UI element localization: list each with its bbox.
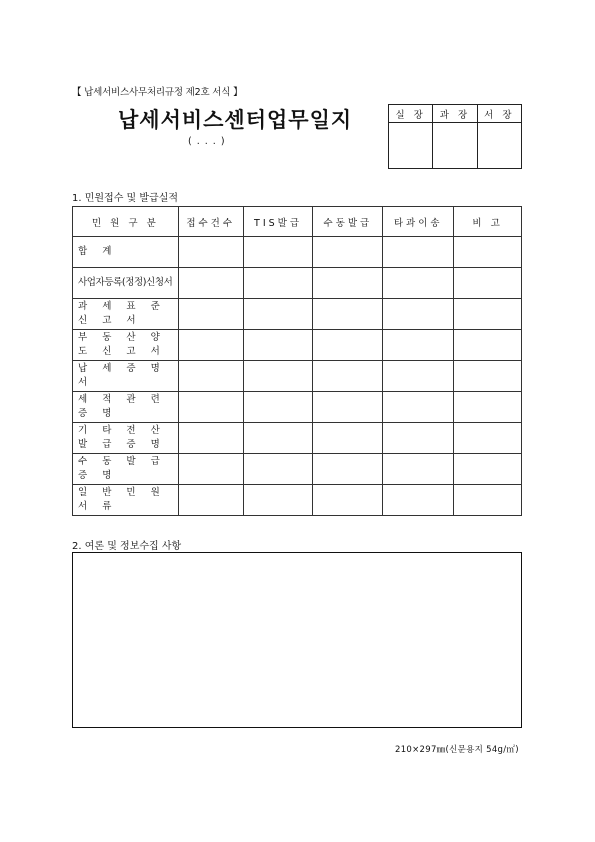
section1-heading: 1. 민원접수 및 발급실적 <box>72 193 179 204</box>
table-cell[interactable] <box>178 237 243 268</box>
approval-sign-director[interactable] <box>477 123 521 169</box>
row-label: 수 동 발 급 증 명 <box>73 454 179 485</box>
row-label: 기 타 전 산 발 급 증 명 <box>73 423 179 454</box>
table-row <box>73 268 522 299</box>
table-cell[interactable] <box>243 454 313 485</box>
column-header: 비 고 <box>454 207 522 237</box>
table-cell[interactable] <box>313 330 383 361</box>
table-cell[interactable] <box>383 361 454 392</box>
table-cell[interactable] <box>243 237 313 268</box>
table-cell[interactable] <box>313 392 383 423</box>
column-header: 민 원 구 분 <box>73 207 179 237</box>
row-label: 사업자등록(정정)신청서 <box>73 268 179 299</box>
approval-header-section: 과 장 <box>433 105 477 123</box>
paper-spec-footer: 210×297㎜(신문용지 54g/㎡) <box>395 745 519 755</box>
table-cell[interactable] <box>454 237 522 268</box>
table-cell[interactable] <box>178 299 243 330</box>
table-cell[interactable] <box>243 361 313 392</box>
table-cell[interactable] <box>178 454 243 485</box>
approval-sign-chief[interactable] <box>389 123 433 169</box>
table-cell[interactable] <box>383 392 454 423</box>
table-cell[interactable] <box>313 237 383 268</box>
table-row <box>73 485 522 516</box>
table-cell[interactable] <box>178 361 243 392</box>
table-header-row <box>73 207 522 237</box>
table-row <box>73 361 522 392</box>
table-cell[interactable] <box>178 392 243 423</box>
row-label: 부 동 산 양 도 신 고 서 <box>73 330 179 361</box>
table-row <box>73 299 522 330</box>
table-cell[interactable] <box>383 330 454 361</box>
table-cell[interactable] <box>243 485 313 516</box>
row-label: 합 계 <box>73 237 179 268</box>
row-label: 세 적 관 련 증 명 <box>73 392 179 423</box>
table-row <box>73 237 522 268</box>
table-cell[interactable] <box>178 423 243 454</box>
table-cell[interactable] <box>313 485 383 516</box>
table-cell[interactable] <box>383 237 454 268</box>
row-label: 과 세 표 준 신 고 서 <box>73 299 179 330</box>
approval-table <box>388 104 522 169</box>
table-cell[interactable] <box>243 299 313 330</box>
table-row <box>73 330 522 361</box>
date-line: ( . . . ) <box>188 136 226 147</box>
table-cell[interactable] <box>313 454 383 485</box>
table-cell[interactable] <box>313 268 383 299</box>
row-label: 일 반 민 원 서 류 <box>73 485 179 516</box>
table-cell[interactable] <box>313 299 383 330</box>
table-cell[interactable] <box>454 361 522 392</box>
table-cell[interactable] <box>383 423 454 454</box>
table-row <box>73 423 522 454</box>
form-identifier: 【 납세서비스사무처리규정 제2호 서식 】 <box>72 87 243 98</box>
section2-heading: 2. 여론 및 정보수집 사항 <box>72 541 182 552</box>
column-header: 접수건수 <box>178 207 243 237</box>
table-cell[interactable] <box>243 423 313 454</box>
table-cell[interactable] <box>383 485 454 516</box>
table-cell[interactable] <box>383 299 454 330</box>
table-cell[interactable] <box>243 330 313 361</box>
table-cell[interactable] <box>454 423 522 454</box>
table-row <box>73 392 522 423</box>
table-cell[interactable] <box>454 454 522 485</box>
column-header: 타과이송 <box>383 207 454 237</box>
table-cell[interactable] <box>383 268 454 299</box>
table-cell[interactable] <box>454 268 522 299</box>
approval-header-chief: 실 장 <box>389 105 433 123</box>
opinion-notes-box[interactable] <box>72 552 522 728</box>
table-cell[interactable] <box>178 268 243 299</box>
table-cell[interactable] <box>243 392 313 423</box>
table-cell[interactable] <box>178 330 243 361</box>
page-title: 납세서비스센터업무일지 <box>118 108 353 132</box>
table-cell[interactable] <box>313 361 383 392</box>
column-header: TIS발급 <box>243 207 313 237</box>
approval-header-director: 서 장 <box>477 105 521 123</box>
table-cell[interactable] <box>454 392 522 423</box>
column-header: 수동발급 <box>313 207 383 237</box>
table-row <box>73 454 522 485</box>
table-cell[interactable] <box>313 423 383 454</box>
table-cell[interactable] <box>454 485 522 516</box>
table-cell[interactable] <box>178 485 243 516</box>
table-cell[interactable] <box>383 454 454 485</box>
table-cell[interactable] <box>454 299 522 330</box>
approval-sign-section[interactable] <box>433 123 477 169</box>
row-label: 납 세 증 명 서 <box>73 361 179 392</box>
table-cell[interactable] <box>243 268 313 299</box>
table-cell[interactable] <box>454 330 522 361</box>
civil-petition-table <box>72 206 522 516</box>
